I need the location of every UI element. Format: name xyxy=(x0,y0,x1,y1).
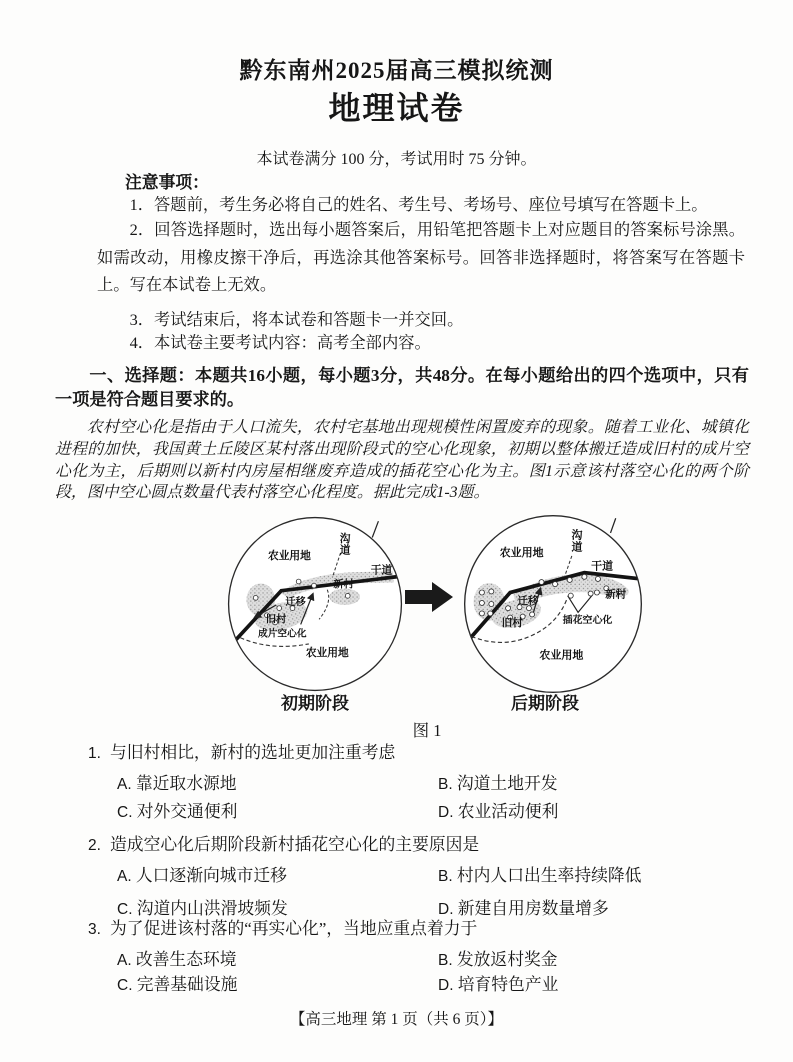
new-village-label: 新村 xyxy=(333,579,354,591)
option-a: A. 人口逐渐向城市迁移 xyxy=(117,866,287,885)
question-stem: 为了促进该村落的“再实心化”，当地应重点着力于 xyxy=(110,919,478,938)
old-village-label: 旧村 xyxy=(501,617,523,629)
option-b: B. 沟道土地开发 xyxy=(438,774,558,793)
old-village-label: 旧村 xyxy=(265,614,287,626)
stage-transition-arrow xyxy=(405,581,455,613)
option-a: A. 靠近取水源地 xyxy=(117,774,237,793)
main-road-label: 干道 xyxy=(591,560,614,573)
main-road-label: 干道 xyxy=(370,564,393,577)
option-b: B. 发放返村奖金 xyxy=(438,950,558,969)
notice-item: 3．考试结束后，将本试卷和答题卡一并交回。 xyxy=(129,309,464,329)
figure-caption: 图 1 xyxy=(412,721,442,740)
option-d: D. 培育特色产业 xyxy=(438,975,559,994)
section-choice xyxy=(55,364,749,504)
notice-item: 2．回答选择题时，选出每小题答案后，用铅笔把答题卡上对应题目的答案标号涂黑。如需改动，用橡皮擦干净后，再选涂其他答案标号。回答非选择题时，将答案写在答题卡上。写在本试卷上无效。 xyxy=(97,220,745,294)
edge-tick xyxy=(611,518,616,533)
hollowing-label: 插花空心化 xyxy=(562,614,613,626)
question-stem: 与旧村相比，新村的选址更加注重考虑 xyxy=(110,743,396,762)
stage-caption-initial: 初期阶段 xyxy=(281,694,349,713)
hollowing-label: 成片空心化 xyxy=(258,628,307,640)
gully-label: 沟道 xyxy=(570,528,582,553)
question-number: 2. xyxy=(88,837,101,854)
reading-passage: 农村空心化是指由于人口流失，农村宅基地出现规模性闲置废弃的现象。随着工业化、城镇化进程的加快，我国黄土丘陵区某村落出现阶段式的空心化现象，初期以整体搬迁造成旧村的成片空心化为主，后期则以新村内房屋相继废弃造成的插花空心化为主。图1示意该村落空心化的两个阶段，图中空心圆点数量代表村落空心化程度。据此完成1-3题。 xyxy=(55,419,749,502)
option-c: C. 完善基础设施 xyxy=(117,975,238,994)
stage-caption-late: 后期阶段 xyxy=(511,694,579,713)
paper-subtitle: 地理试卷 xyxy=(328,90,465,126)
page-footer: 【高三地理 第 1 页（共 6 页）】 xyxy=(289,1011,504,1028)
edge-tick xyxy=(372,521,378,537)
question-number: 1. xyxy=(88,745,101,762)
option-d: D. 新建自用房数量增多 xyxy=(438,899,609,918)
option-c: C. 对外交通便利 xyxy=(117,802,238,821)
option-c: C. 沟道内山洪滑坡频发 xyxy=(117,899,288,918)
new-village-label: 新村 xyxy=(605,589,627,601)
farmland-label: 农业用地 xyxy=(499,546,544,559)
figure-initial-stage xyxy=(225,514,405,694)
question-number: 3. xyxy=(88,921,101,938)
farmland-label: 农业用地 xyxy=(539,649,584,662)
question-stem: 造成空心化后期阶段新村插花空心化的主要原因是 xyxy=(110,835,480,854)
option-b: B. 村内人口出生率持续降低 xyxy=(438,866,642,885)
option-d: D. 农业活动便利 xyxy=(438,802,559,821)
question-1 xyxy=(88,742,748,823)
question-2 xyxy=(88,834,748,920)
notice-item: 1．答题前，考生务必将自己的姓名、考生号、考场号、座位号填写在答题卡上。 xyxy=(129,195,708,214)
migration-label: 迁移 xyxy=(517,596,539,607)
migration-label: 迁移 xyxy=(285,597,306,609)
option-a: A. 改善生态环境 xyxy=(117,950,237,969)
question-3 xyxy=(88,918,748,996)
notice-item: 4．本试卷主要考试内容：高考全部内容。 xyxy=(129,332,431,352)
farmland-label: 农业用地 xyxy=(267,550,311,562)
notice-heading: 注意事项： xyxy=(125,173,209,192)
gully-label: 沟道 xyxy=(338,532,351,556)
paper-title: 黔东南州2025届高三模拟统测 xyxy=(239,58,554,83)
figure-late-stage xyxy=(461,512,645,696)
notice-section xyxy=(97,172,745,354)
roadside-settlement-area xyxy=(329,589,360,605)
exam-info: 本试卷满分 100 分，考试用时 75 分钟。 xyxy=(256,151,537,168)
section-heading: 一、选择题：本题共16小题，每小题3分，共48分。在每小题给出的四个选项中，只有一项是符合题目要求的。 xyxy=(55,366,749,409)
farmland-label: 农业用地 xyxy=(305,647,349,660)
